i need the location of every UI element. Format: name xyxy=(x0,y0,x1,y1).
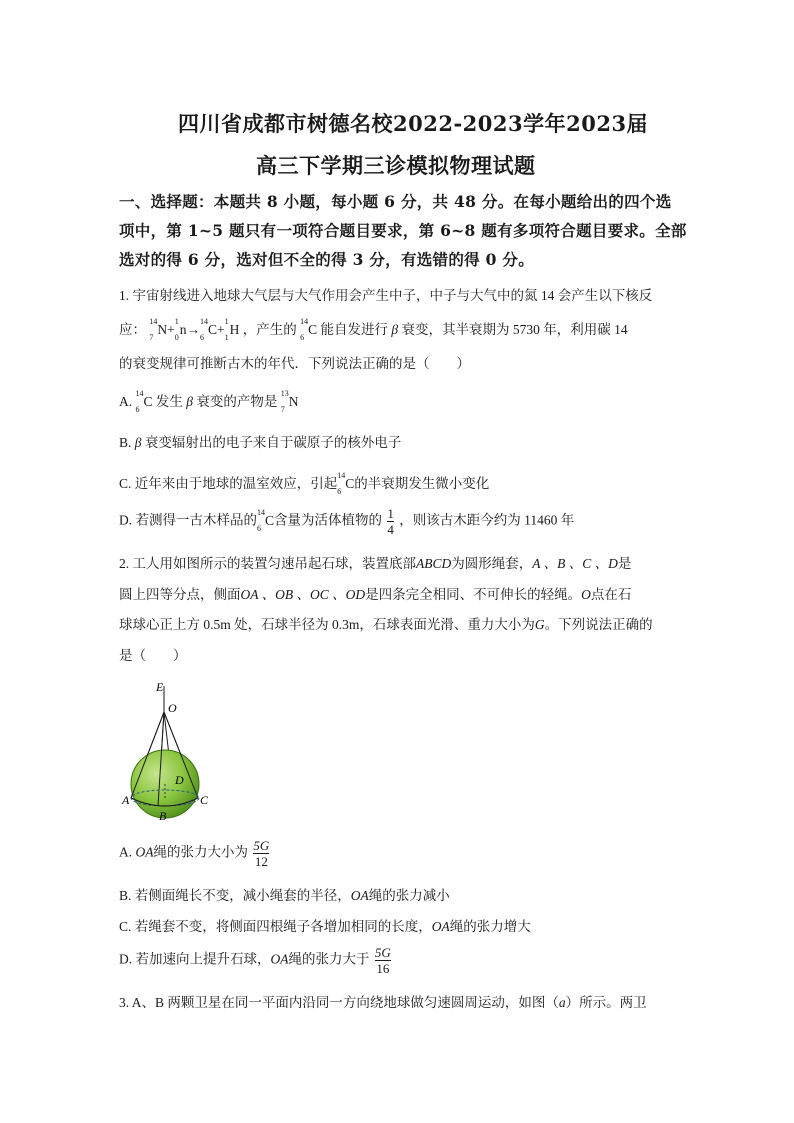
q1-line1: 1. 宇宙射线进入地球大气层与大气作用会产生中子，中子与大气中的氮 14 会产生以下核反 xyxy=(119,288,653,303)
option-d-text2: 含量为活体植物的 xyxy=(274,512,383,528)
option-c-text2: 的半衰期发生微小变化 xyxy=(354,476,490,491)
q3-line1: 3. A、B 两颗卫星在同一平面内沿同一方向绕地球做匀速圆周运动，如图（a）所示。两卫 xyxy=(119,995,647,1010)
option-d-text3: ，则该古木距今约为 11460 年 xyxy=(399,512,575,528)
title-line2: 高三下学期三诊模拟物理试题 xyxy=(256,153,536,178)
ropes-label: OA 、OB 、OC 、OD xyxy=(240,587,366,602)
beta-symbol: β xyxy=(134,435,142,450)
q2-line2: 圆上四等分点，侧面OA 、OB 、OC 、OD是四条完全相同、不可伸长的轻绳。O点在石 xyxy=(119,587,632,602)
q2-option-c: C. 若绳套不变，将侧面四根绳子各增加相同的长度，OA绳的张力增大 xyxy=(119,919,531,934)
fraction-5g-12: $\frac{5G}{12}$ xyxy=(253,838,270,869)
q2-line4: 是（ ） xyxy=(119,648,187,663)
label-c: C xyxy=(200,793,209,807)
option-a-label: A. xyxy=(119,394,133,409)
q1-line2-prefix: 应： xyxy=(119,322,146,337)
option-a-text1: 发生 xyxy=(155,394,183,409)
title-line1: 四川省成都市树德名校2022-2023学年2023届 xyxy=(178,111,649,136)
q1-line3: 的衰变规律可推断古木的年代．下列说法正确的是（ ） xyxy=(119,356,470,371)
beta-symbol: β xyxy=(186,394,193,409)
beta-symbol: β xyxy=(391,322,399,337)
label-a: A xyxy=(122,793,130,807)
q1-line2-produced: ，产生的 xyxy=(242,322,297,337)
point-o-label: O xyxy=(581,587,591,602)
q1-option-c: C. 近年来由于地球的温室效应，引起 14 6 C的半衰期发生微小变化 xyxy=(119,471,490,496)
q2-line3: 球球心正上方 0.5m 处，石球半径为 0.3m，石球表面光滑、重力大小为G。下列说法正确的 xyxy=(119,617,653,632)
q2-option-a: A. OA绳的张力大小为 $\frac{5G}{12}$ xyxy=(119,838,270,869)
label-b: B xyxy=(159,809,167,823)
q1-line2 xyxy=(119,317,628,342)
label-d: D xyxy=(175,773,184,787)
q2-line1: 2. 工人用如图所示的装置匀速吊起石球，装置底部ABCD为圆形绳套，A 、B 、C 、D是 xyxy=(119,556,632,571)
q2-option-b: B. 若侧面绳长不变，减小绳套的半径，OA绳的张力减小 xyxy=(119,888,450,903)
figure-a-label: a xyxy=(558,995,566,1010)
carbon14-symbol: 14 6 C xyxy=(300,317,318,342)
q1-option-b xyxy=(119,431,401,451)
option-b-text: 衰变辐射出的电子来自于碳原子的核外电子 xyxy=(144,435,402,450)
section-line3: 选对的得 6 分，选对但不全的得 3 分，有选错的得 0 分。 xyxy=(119,250,535,269)
option-b-label: B. xyxy=(119,435,132,450)
q1-option-a: A. 14 6 C 发生 β 衰变的产物是 13 7 N xyxy=(119,389,299,414)
fraction-one-quarter: $\frac{1}{4}$ xyxy=(387,506,394,537)
label-o: O xyxy=(168,701,177,715)
q1-line2-decay: 能自发进行 xyxy=(320,322,389,337)
nuclear-equation: 14 7 N+ 1 0 n→ 14 6 C+ 1 1 H xyxy=(149,317,240,342)
abcd-label: ABCD xyxy=(416,556,452,571)
label-e: E xyxy=(156,680,164,694)
q2-option-d: D. 若加速向上提升石球，OA绳的张力大于 $\frac{5G}{16}$ xyxy=(119,945,391,976)
section-line1: 一、选择题：本题共 8 小题，每小题 6 分，共 48 分。在每小题给出的四个选 xyxy=(119,192,672,211)
option-d-text1: D. 若测得一古木样品的 xyxy=(119,512,257,528)
points-label: A 、B 、C 、D xyxy=(532,556,618,571)
section-line2: 项中，第 1~5 题只有一项符合题目要求，第 6~8 题有多项符合题目要求。全部 xyxy=(119,221,687,240)
q1-option-d: D. 若测得一古木样品的 14 6 C含量为活体植物的 $\frac{1}{4}$ ，则该古木距今约为 11460 年 xyxy=(119,506,575,537)
q1-line2-halflife: 衰变，其半衰期为 5730 年，利用碳 14 xyxy=(401,322,628,337)
fraction-5g-16: $\frac{5G}{16}$ xyxy=(374,945,391,976)
sphere-rope-figure xyxy=(118,674,228,824)
option-a-text2: 衰变的产物是 xyxy=(196,394,278,409)
gravity-label: G xyxy=(534,617,545,632)
option-c-text1: C. 近年来由于地球的温室效应，引起 xyxy=(119,476,338,491)
